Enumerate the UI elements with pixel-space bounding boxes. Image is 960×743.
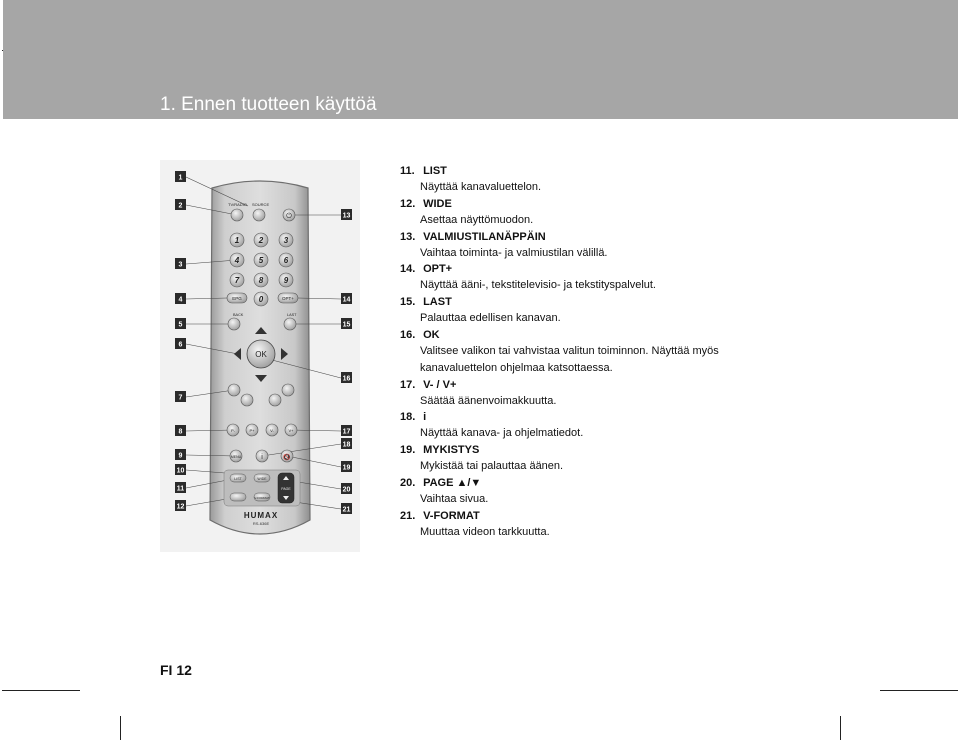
page-label: PAGE bbox=[281, 487, 291, 491]
item-description: Näyttää kanavaluettelon. bbox=[420, 181, 542, 193]
callout-number: 15 bbox=[342, 321, 351, 329]
item-heading bbox=[400, 261, 940, 277]
back-label: BACK bbox=[233, 313, 244, 317]
middle-button-2[interactable] bbox=[241, 394, 253, 406]
item-key-name: OK bbox=[423, 328, 440, 341]
item-number: 19. bbox=[400, 444, 416, 457]
model-label: RS-636E bbox=[252, 521, 270, 526]
callout-number: 20 bbox=[342, 486, 351, 494]
p-plus-label: P+ bbox=[249, 428, 255, 433]
remote-control-figure bbox=[160, 160, 360, 552]
item-heading bbox=[400, 163, 940, 179]
callout-number: 9 bbox=[178, 452, 183, 460]
item-heading bbox=[400, 294, 940, 310]
callout-number: 3 bbox=[178, 261, 183, 269]
v-minus-label: V- bbox=[270, 428, 274, 433]
item-number: 16. bbox=[400, 328, 416, 341]
callout-number: 18 bbox=[342, 441, 351, 449]
item-number: 12. bbox=[400, 197, 416, 210]
callout-number: 17 bbox=[342, 428, 351, 436]
item-heading bbox=[400, 196, 940, 212]
callout-number: 21 bbox=[342, 506, 351, 514]
back-button[interactable] bbox=[228, 318, 240, 330]
item-number: 11. bbox=[400, 165, 415, 177]
item-number: 17. bbox=[400, 378, 416, 391]
opt-label: OPT+ bbox=[282, 296, 294, 301]
header-band bbox=[3, 0, 958, 119]
item-key-name: LAST bbox=[423, 296, 452, 309]
item-key-name: V- / V+ bbox=[423, 378, 457, 391]
v-format-label: V-FORMAT bbox=[254, 496, 270, 500]
middle-left-button[interactable] bbox=[228, 384, 240, 396]
digit-label: 8 bbox=[258, 276, 264, 285]
menu-label: MENU bbox=[230, 455, 242, 459]
item-heading bbox=[400, 475, 940, 491]
wide-label: WIDE bbox=[257, 477, 267, 481]
list-item bbox=[400, 163, 940, 196]
list-item bbox=[400, 327, 940, 377]
callout-number: 11 bbox=[176, 485, 185, 493]
item-key-name: i bbox=[423, 411, 427, 424]
item-description: Mykistää tai palauttaa äänen. bbox=[420, 460, 564, 473]
p-minus-label: P- bbox=[231, 428, 235, 433]
middle-right-button[interactable] bbox=[282, 384, 294, 396]
crop-mark bbox=[2, 690, 80, 691]
v-plus-label: V+ bbox=[288, 428, 294, 433]
list-item bbox=[400, 475, 940, 508]
hold-button[interactable] bbox=[230, 493, 246, 501]
crop-mark bbox=[120, 716, 121, 740]
callout-number: 10 bbox=[176, 467, 185, 475]
item-heading bbox=[400, 377, 940, 393]
tv-radio-button[interactable] bbox=[231, 209, 243, 221]
ok-label: OK bbox=[255, 350, 267, 359]
power-icon: ⏻ bbox=[286, 213, 292, 220]
item-heading bbox=[400, 229, 940, 245]
item-number: 21. bbox=[400, 509, 416, 522]
item-description: Valitsee valikon tai vahvistaa valitun toiminnon. Näyttää myös bbox=[420, 344, 719, 357]
item-key-name: WIDE bbox=[423, 197, 452, 210]
item-key-name: LIST bbox=[423, 165, 447, 177]
info-label: i bbox=[261, 454, 263, 461]
last-button[interactable] bbox=[284, 318, 296, 330]
last-label: LAST bbox=[287, 313, 297, 317]
item-description: kanavaluettelon ohjelmaa katsottaessa. bbox=[420, 361, 613, 374]
item-number: 20. bbox=[400, 476, 416, 489]
item-description: Näyttää kanava- ja ohjelmatiedot. bbox=[420, 427, 584, 440]
digit-label: 6 bbox=[283, 256, 289, 265]
digit-label: 1 bbox=[234, 236, 240, 245]
digit-label: 4 bbox=[234, 256, 240, 265]
list-item bbox=[400, 196, 940, 229]
callout-number: 1 bbox=[178, 174, 183, 182]
list-label: LIST bbox=[234, 477, 242, 481]
digit-label: 5 bbox=[258, 256, 264, 265]
item-description: Vaihtaa toiminta- ja valmiustilan välillä. bbox=[420, 246, 608, 259]
list-item bbox=[400, 229, 940, 262]
callout-number: 12 bbox=[176, 503, 185, 511]
item-description: Näyttää ääni-, tekstitelevisio- ja tekstityspalvelut. bbox=[420, 279, 656, 292]
callout-number: 6 bbox=[178, 341, 183, 349]
callout-number: 4 bbox=[178, 296, 183, 304]
mute-icon: 🔇 bbox=[283, 455, 291, 461]
callout-number: 14 bbox=[342, 296, 351, 304]
key-description-list bbox=[400, 163, 940, 541]
item-key-name: VALMIUSTILANÄPPÄIN bbox=[423, 230, 546, 243]
list-item bbox=[400, 377, 940, 410]
callout-number: 5 bbox=[178, 321, 183, 329]
callout-number: 8 bbox=[178, 428, 183, 436]
item-description: Vaihtaa sivua. bbox=[420, 492, 489, 505]
callout-number: 19 bbox=[342, 464, 351, 472]
item-description: Muuttaa videon tarkkuutta. bbox=[420, 525, 550, 538]
item-description: Palauttaa edellisen kanavan. bbox=[420, 312, 561, 325]
digit-label: 0 bbox=[258, 295, 264, 304]
crop-mark bbox=[840, 716, 841, 740]
item-number: 14. bbox=[400, 263, 416, 276]
digit-label: 7 bbox=[234, 276, 240, 285]
digit-label: 3 bbox=[283, 236, 289, 245]
item-heading bbox=[400, 442, 940, 458]
digit-label: 9 bbox=[283, 276, 289, 285]
callout-number: 13 bbox=[342, 212, 351, 220]
source-label: SOURCE bbox=[252, 202, 270, 207]
brand-logo: HUMAX bbox=[243, 511, 279, 520]
crop-mark bbox=[880, 690, 958, 691]
list-item bbox=[400, 508, 940, 541]
item-description: Säätää äänenvoimakkuutta. bbox=[420, 394, 557, 407]
epg-label: EPG bbox=[232, 296, 242, 301]
item-number: 18. bbox=[400, 411, 416, 424]
callout-number: 16 bbox=[342, 375, 351, 383]
middle-button-3[interactable] bbox=[269, 394, 281, 406]
item-heading bbox=[400, 327, 940, 343]
source-button[interactable] bbox=[253, 209, 265, 221]
list-item bbox=[400, 409, 940, 442]
item-heading bbox=[400, 508, 940, 524]
item-heading bbox=[400, 409, 940, 425]
callout-number: 7 bbox=[178, 394, 183, 402]
page-number: FI 12 bbox=[160, 662, 192, 678]
item-description: Asettaa näyttömuodon. bbox=[420, 213, 534, 226]
item-number: 13. bbox=[400, 230, 416, 243]
digit-label: 2 bbox=[258, 236, 264, 245]
list-item bbox=[400, 294, 940, 327]
item-key-name: PAGE ▲/▼ bbox=[423, 476, 482, 489]
item-key-name: OPT+ bbox=[423, 263, 453, 276]
list-item bbox=[400, 261, 940, 294]
list-item bbox=[400, 442, 940, 475]
item-key-name: MYKISTYS bbox=[423, 444, 480, 457]
chapter-title: 1. Ennen tuotteen käyttöä bbox=[160, 94, 377, 115]
item-key-name: V-FORMAT bbox=[423, 509, 480, 522]
callout-number: 2 bbox=[178, 202, 183, 210]
item-number: 15. bbox=[400, 296, 416, 309]
tv-radio-label: TV/RADIO bbox=[228, 202, 247, 207]
